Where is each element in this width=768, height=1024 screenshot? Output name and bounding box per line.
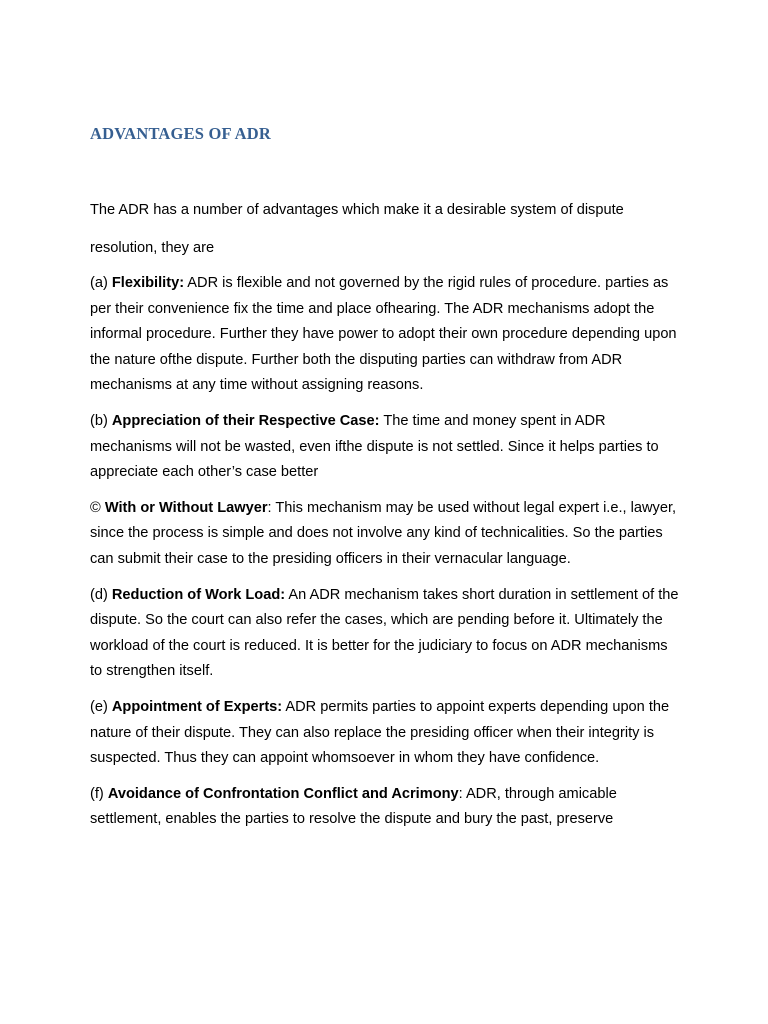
paragraph-prefix: (b) — [90, 412, 112, 429]
paragraph-text: ADR is flexible and not governed by the rigid rules of procedure. parties as per their convenience fix the time and place ofhearing. The ADR mechanisms adopt the informal procedure. Further they have power to adopt their own procedure depending upon the nature ofthe dispute. Further both the disputing parties can withdraw from ADR mechanisms at any time without assigning reasons. — [90, 275, 677, 394]
paragraph-workload — [90, 583, 680, 685]
paragraph-lawyer — [90, 496, 680, 573]
paragraph-experts — [90, 695, 680, 772]
paragraph-text: : This mechanism may be used without legal expert i.e., lawyer, since the process is simple and does not involve any kind of technicalities. So the parties can submit their case to the presiding officers in their vernacular language. — [90, 499, 677, 567]
paragraph-title: Appointment of Experts: — [111, 698, 283, 715]
paragraph-flexibility — [90, 271, 680, 399]
paragraph-text: An ADR mechanism takes short duration in settlement of the dispute. So the court can also refer the cases, which are pending before it. Ultimately the workload of the court is reduced. It is better for the judiciary to focus on ADR mechanisms to strengthen itself. — [90, 586, 679, 680]
paragraph-title: Avoidance of Confrontation Conflict and Acrimony — [107, 785, 459, 802]
intro-paragraph: The ADR has a number of advantages which make it a desirable system of dispute resolution, they are — [90, 202, 624, 256]
paragraph-prefix: (e) — [90, 698, 112, 715]
paragraph-text: The time and money spent in ADR mechanisms will not be wasted, even ifthe dispute is not settled. Since it helps parties to appreciate each other’s case better — [90, 412, 659, 481]
paragraph-prefix: © — [90, 499, 105, 516]
paragraph-text: : ADR, through amicable settlement, enables the parties to resolve the dispute and bury the past, preserve — [90, 785, 617, 828]
paragraph-appreciation — [90, 409, 680, 486]
document-body — [90, 121, 680, 843]
paragraph-title: Reduction of Work Load: — [111, 586, 286, 603]
paragraph-prefix: (f) — [90, 785, 108, 802]
paragraph-title: Appreciation of their Respective Case: — [111, 412, 380, 429]
paragraph-confrontation — [90, 782, 680, 833]
paragraph-text: ADR permits parties to appoint experts depending upon the nature of their dispute. They can also replace the presiding officer when their integrity is suspected. Thus they can appoint whomsoever in whom they have confidence. — [90, 698, 670, 767]
paragraph-title: Flexibility: — [111, 275, 185, 291]
paragraph-prefix: (a) — [90, 275, 112, 291]
paragraph-prefix: (d) — [90, 586, 112, 603]
section-heading: ADVANTAGES OF ADR — [90, 124, 271, 143]
paragraph-title: With or Without Lawyer — [104, 499, 268, 516]
